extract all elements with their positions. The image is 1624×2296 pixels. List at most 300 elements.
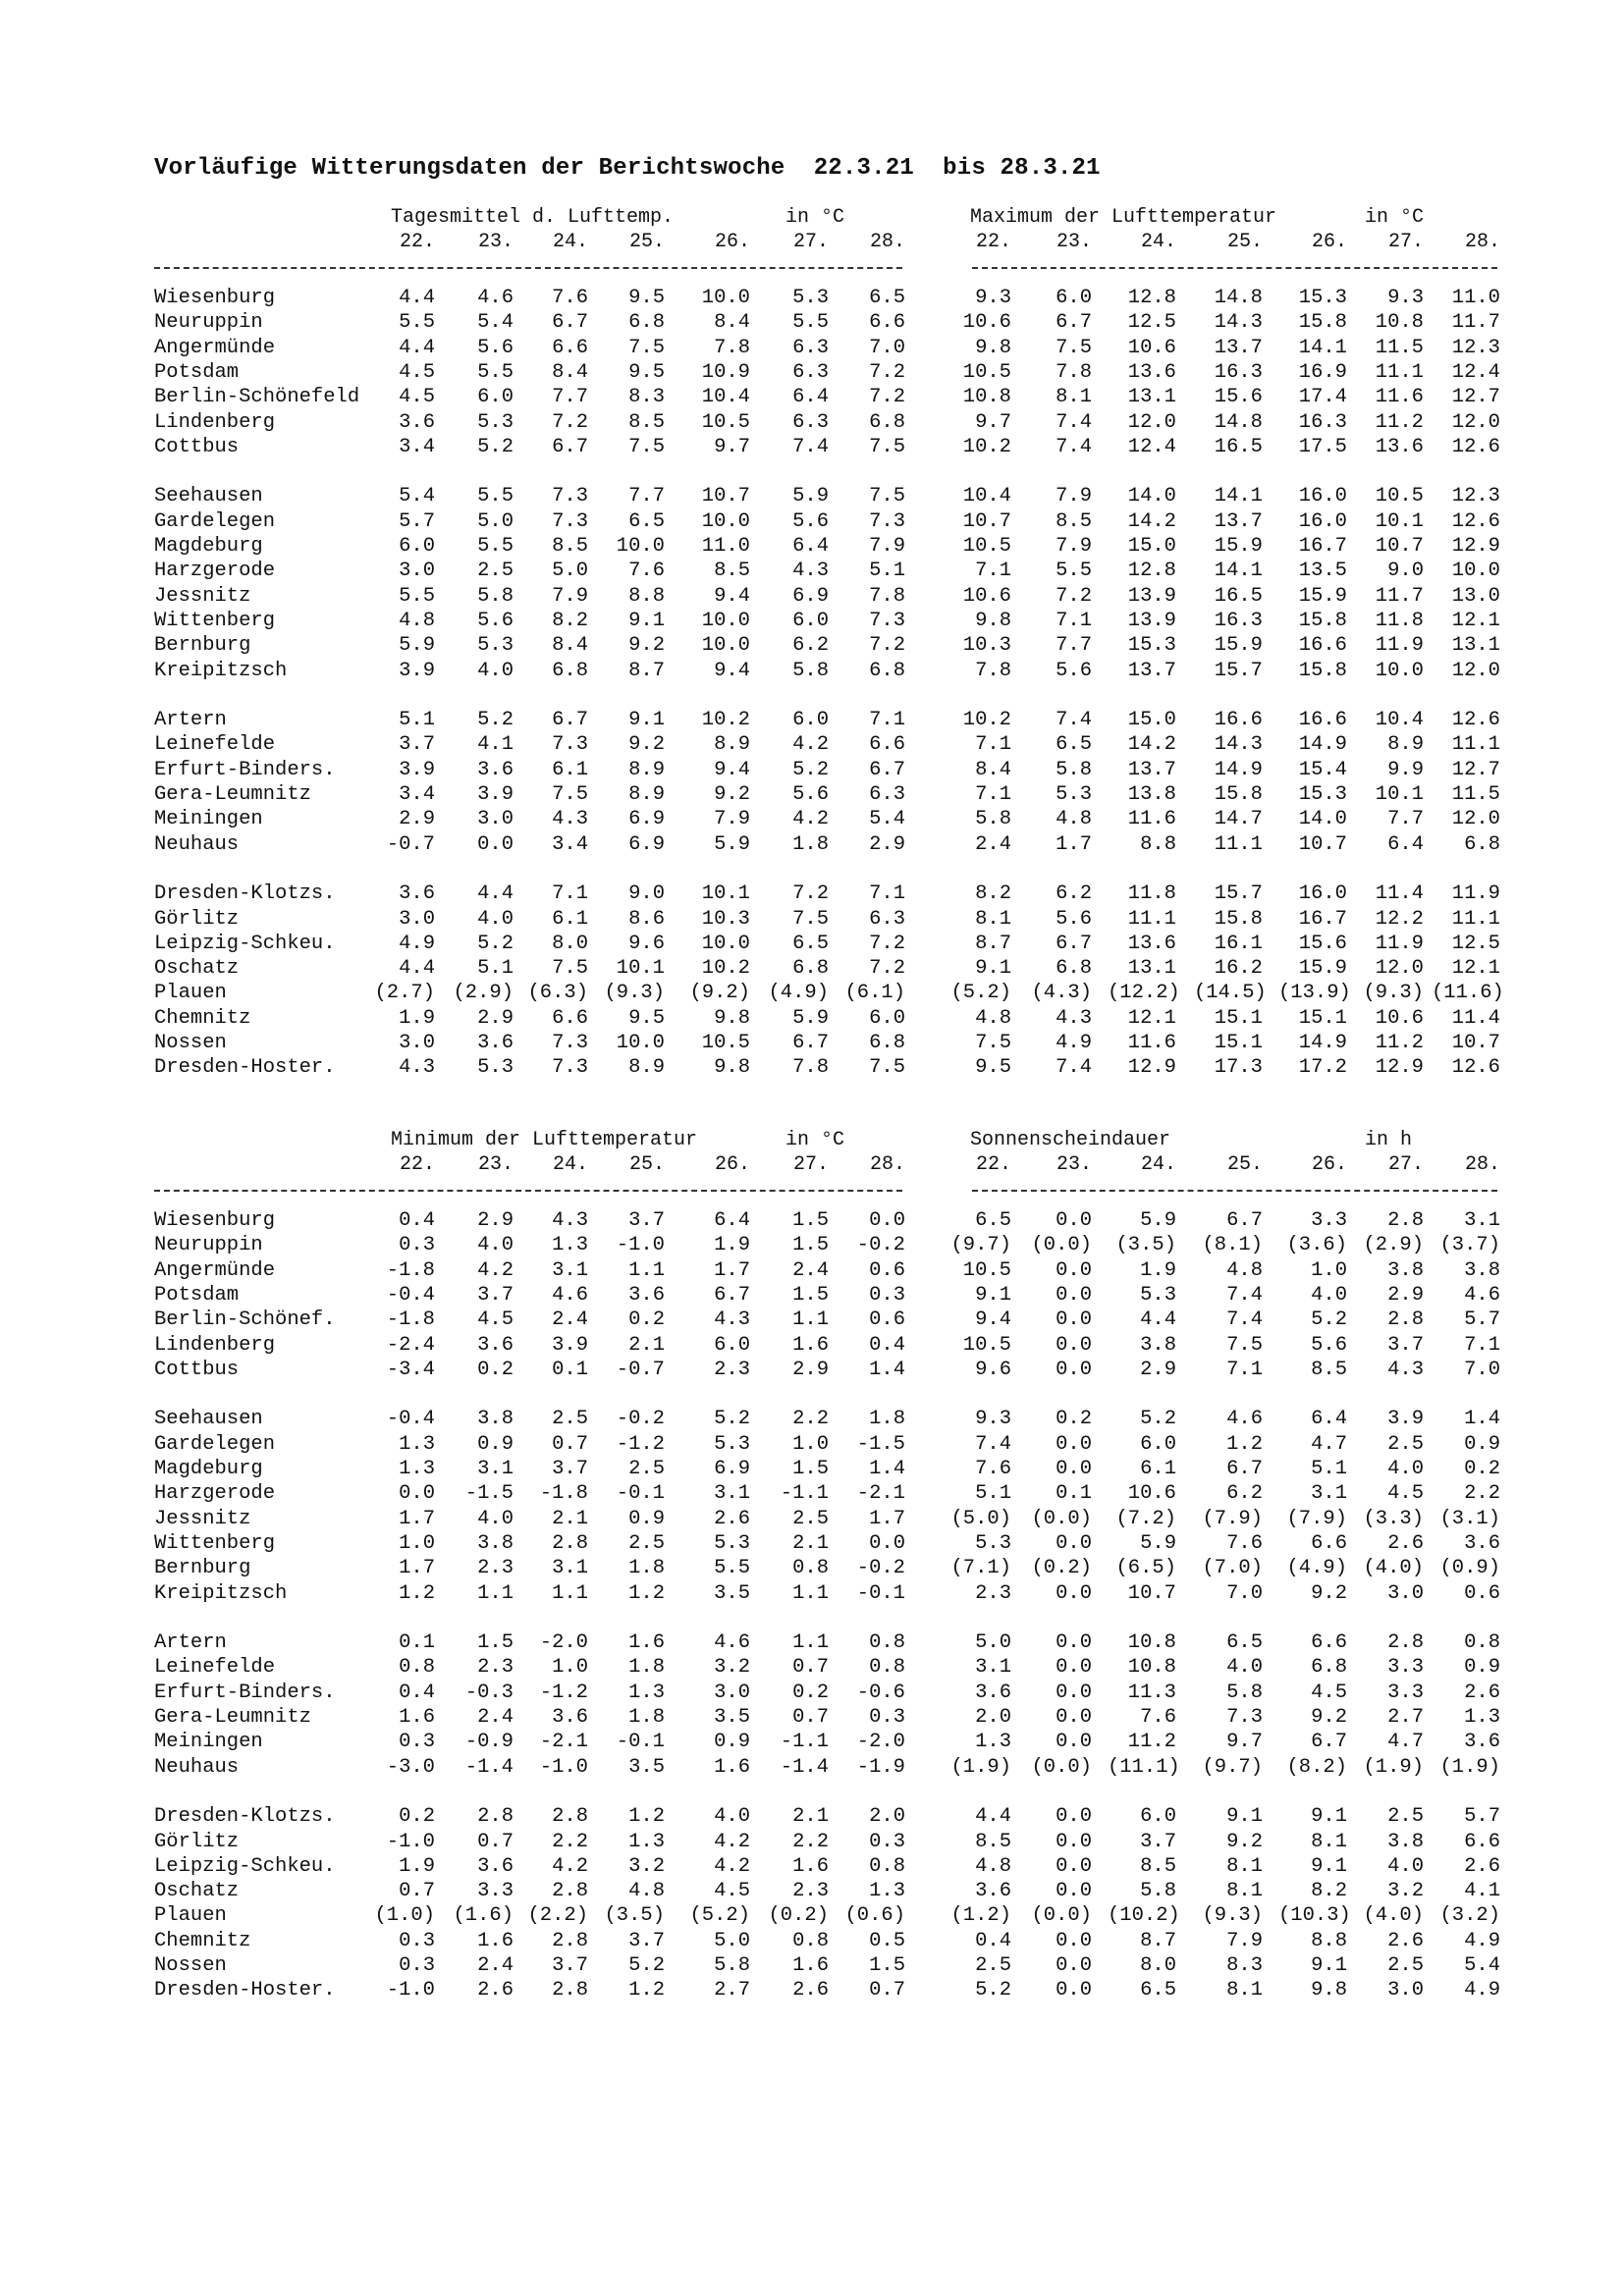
left-day-header: 25. (628, 231, 665, 253)
right-table-value: 8.8 (1311, 1929, 1347, 1952)
left-table-value: 3.7 (552, 1954, 588, 1977)
left-table-value: 1.6 (477, 1929, 514, 1952)
table-row (0, 1259, 1624, 1284)
right-table-value: 9.0 (1387, 560, 1424, 583)
left-table-value: 5.6 (477, 336, 514, 359)
left-table-value: 6.3 (792, 410, 829, 434)
left-table-value: 10.0 (616, 1032, 665, 1054)
right-table-separator (972, 267, 1497, 269)
right-table-value: 10.7 (962, 509, 1011, 533)
right-table-value: 15.3 (1127, 634, 1176, 658)
table-row (0, 361, 1624, 386)
right-table-value: 4.8 (975, 1854, 1011, 1878)
right-table-value: 5.0 (975, 1631, 1011, 1655)
right-table-value: 2.8 (1387, 1209, 1424, 1232)
left-table-value: 8.9 (628, 758, 665, 781)
right-table-value: 9.4 (975, 1308, 1011, 1332)
left-table-value: 3.0 (399, 1032, 435, 1054)
right-table-value: (0.0) (1031, 1234, 1092, 1257)
right-table-value: 2.0 (975, 1706, 1011, 1729)
right-table-value: 2.5 (975, 1954, 1011, 1977)
left-table-value: 2.9 (792, 1358, 829, 1381)
table-row (0, 833, 1624, 858)
right-day-header: 27. (1387, 1153, 1424, 1176)
left-table-value: (9.3) (604, 982, 665, 1005)
left-table-value: 6.7 (714, 1283, 750, 1307)
right-table-value: 8.1 (1226, 1854, 1263, 1878)
right-table-value: 10.5 (1375, 485, 1424, 508)
table-row (0, 1706, 1624, 1731)
table-row (0, 1831, 1624, 1855)
left-table-value: 8.4 (552, 634, 588, 658)
right-table-value: (5.0) (950, 1507, 1011, 1530)
left-day-header: 28. (869, 1153, 905, 1176)
right-table-value: 2.7 (1387, 1706, 1424, 1729)
right-table-value: 7.1 (975, 733, 1011, 757)
right-table-value: 8.4 (975, 758, 1011, 781)
right-table-value: 12.1 (1451, 957, 1500, 981)
right-table-value: (3.6) (1286, 1234, 1347, 1257)
right-table-value: 15.9 (1214, 634, 1263, 658)
right-day-header: 26. (1311, 231, 1347, 253)
right-table-value: 3.1 (1464, 1209, 1500, 1232)
left-table-value: 10.2 (701, 957, 750, 981)
right-table-value: 10.7 (1451, 1032, 1500, 1054)
left-table-value: 3.5 (628, 1755, 665, 1779)
left-table-value: 1.7 (869, 1507, 905, 1530)
page-title: Vorläufige Witterungsdaten der Berichtswoche 22.3.21 bis 28.3.21 (154, 155, 1101, 182)
left-table-value: 0.7 (792, 1656, 829, 1680)
left-table-value: 3.4 (399, 435, 435, 458)
right-table-value: 5.5 (1056, 560, 1092, 583)
station-name: Gardelegen (154, 509, 276, 533)
right-table-value: 0.2 (1056, 1408, 1092, 1431)
right-table-value: 7.1 (1464, 1333, 1500, 1357)
right-table-value: 4.7 (1387, 1731, 1424, 1754)
left-table-value: 2.4 (552, 1308, 588, 1332)
right-table-value: 5.6 (1311, 1333, 1347, 1357)
right-table-value: 0.0 (1056, 1283, 1092, 1307)
left-table-value: 1.1 (792, 1308, 829, 1332)
left-table-value: 1.7 (399, 1557, 435, 1580)
left-table-value: 7.2 (869, 957, 905, 981)
left-table-value: 0.9 (628, 1507, 665, 1530)
left-table-value: 5.4 (477, 311, 514, 335)
left-table-value: 5.1 (399, 709, 435, 732)
right-table-value: 11.7 (1451, 311, 1500, 335)
left-table-value: 8.9 (628, 1056, 665, 1080)
right-day-header: 25. (1226, 231, 1263, 253)
left-table-value: 1.6 (792, 1333, 829, 1357)
right-table-value: 5.6 (1056, 907, 1092, 931)
left-day-header: 26. (714, 231, 750, 253)
right-table-value: 2.2 (1464, 1482, 1500, 1506)
right-table-value: 11.4 (1451, 1006, 1500, 1030)
left-table-value: 8.0 (552, 932, 588, 955)
left-table-value: 7.6 (552, 287, 588, 309)
right-table-value: 4.5 (1311, 1681, 1347, 1704)
table-row (0, 485, 1624, 509)
right-table-value: 11.7 (1375, 584, 1424, 608)
left-table-value: 8.7 (628, 659, 665, 682)
left-table-value: 3.4 (399, 783, 435, 806)
left-table-value: 3.7 (477, 1283, 514, 1307)
left-table-value: 11.0 (701, 535, 750, 558)
right-table-value: 4.3 (1387, 1358, 1424, 1381)
left-table-title: Minimum der Lufttemperatur (391, 1129, 698, 1151)
left-table-value: 2.2 (792, 1408, 829, 1431)
left-table-value: 7.5 (552, 783, 588, 806)
station-name: Neuruppin (154, 1234, 263, 1257)
right-table-value: 2.6 (1387, 1531, 1424, 1555)
station-name: Chemnitz (154, 1929, 251, 1952)
left-table-value: 9.8 (714, 1006, 750, 1030)
right-table-value: 4.0 (1311, 1283, 1347, 1307)
left-table-value: 3.0 (399, 907, 435, 931)
right-table-value: (9.7) (1202, 1755, 1263, 1779)
left-table-value: 10.0 (616, 535, 665, 558)
right-table-value: 0.8 (1464, 1631, 1500, 1655)
right-table-value: 9.3 (1387, 287, 1424, 309)
station-name: Berlin-Schönefeld (154, 386, 360, 409)
left-table-value: -0.9 (464, 1731, 514, 1754)
left-table-value: 3.5 (714, 1581, 750, 1605)
right-table-value: 7.5 (1226, 1333, 1263, 1357)
right-table-value: 12.6 (1451, 1056, 1500, 1080)
left-table-value: -1.2 (539, 1681, 588, 1704)
station-name: Lindenberg (154, 1333, 276, 1357)
left-table-value: 1.8 (628, 1706, 665, 1729)
left-table-value: 3.8 (477, 1531, 514, 1555)
left-table-value: 7.5 (869, 435, 905, 458)
right-table-value: 15.1 (1298, 1006, 1347, 1030)
right-table-value: 9.1 (1311, 1954, 1347, 1977)
right-table-value: 13.9 (1127, 584, 1176, 608)
right-table-value: 12.0 (1375, 957, 1424, 981)
right-table-value: 7.2 (1056, 584, 1092, 608)
table-row (0, 882, 1624, 907)
station-name: Bernburg (154, 1557, 251, 1580)
left-table-value: 2.3 (792, 1880, 829, 1903)
right-table-value: 1.9 (1140, 1258, 1176, 1282)
left-table-separator (154, 1190, 902, 1192)
left-table-value: 9.5 (628, 360, 665, 384)
table-row (0, 1682, 1624, 1706)
left-day-header: 22. (399, 231, 435, 253)
left-table-value: (2.2) (527, 1904, 588, 1928)
table-row (0, 610, 1624, 634)
station-name: Leipzig-Schkeu. (154, 932, 336, 955)
table-row (0, 1334, 1624, 1359)
station-name: Wittenberg (154, 1531, 276, 1555)
right-table-value: 7.9 (1056, 535, 1092, 558)
right-table-value: (7.1) (950, 1557, 1011, 1580)
station-name: Jessnitz (154, 1507, 251, 1530)
left-table-value: -1.1 (780, 1731, 829, 1754)
right-table-value: 10.4 (962, 485, 1011, 508)
left-table-value: 0.9 (714, 1731, 750, 1754)
right-table-value: 11.1 (1214, 832, 1263, 856)
left-table-value: (2.9) (453, 982, 514, 1005)
right-table-value: 15.4 (1298, 758, 1347, 781)
right-table-value: 8.3 (1226, 1954, 1263, 1977)
right-table-value: 11.2 (1375, 1032, 1424, 1054)
right-table-value: 5.2 (1140, 1408, 1176, 1431)
left-table-unit: in °C (785, 206, 845, 229)
right-table-value: 16.6 (1298, 634, 1347, 658)
left-table-value: 7.3 (552, 509, 588, 533)
left-table-value: 6.9 (628, 832, 665, 856)
left-table-value: 6.3 (869, 783, 905, 806)
left-day-header: 23. (477, 231, 514, 253)
right-day-header: 23. (1056, 1153, 1092, 1176)
right-table-value: 13.7 (1214, 509, 1263, 533)
table-row (0, 1855, 1624, 1880)
right-table-value: 11.1 (1451, 907, 1500, 931)
left-table-value: 6.5 (869, 287, 905, 309)
right-table-value: 10.8 (1127, 1656, 1176, 1680)
left-table-value: (1.0) (374, 1904, 435, 1928)
right-day-header: 22. (975, 231, 1011, 253)
right-table-value: 14.7 (1214, 808, 1263, 831)
left-table-value: 6.8 (792, 957, 829, 981)
right-table-value: 14.9 (1298, 1032, 1347, 1054)
left-table-value: 10.3 (701, 907, 750, 931)
left-table-value: 0.8 (399, 1656, 435, 1680)
left-table-value: 7.3 (869, 509, 905, 533)
right-table-value: 9.1 (975, 957, 1011, 981)
table-row (0, 1756, 1624, 1781)
left-table-value: 2.5 (477, 560, 514, 583)
right-table-value: 7.7 (1387, 808, 1424, 831)
left-table-value: 6.0 (477, 386, 514, 409)
right-table-value: 8.8 (1140, 832, 1176, 856)
right-table-value: 8.1 (1226, 1979, 1263, 2002)
left-table-value: 7.3 (552, 1056, 588, 1080)
left-table-value: 4.3 (552, 808, 588, 831)
left-table-value: 8.5 (714, 560, 750, 583)
right-table-value: 4.4 (1140, 1308, 1176, 1332)
left-table-value: 4.6 (477, 287, 514, 309)
left-table-value: 10.4 (701, 386, 750, 409)
left-table-value: 7.7 (628, 485, 665, 508)
left-table-value: 5.2 (477, 709, 514, 732)
station-name: Oschatz (154, 957, 240, 981)
left-table-value: 10.9 (701, 360, 750, 384)
right-table-value: 7.4 (1056, 709, 1092, 732)
table-row (0, 1209, 1624, 1234)
station-name: Gardelegen (154, 1432, 276, 1456)
right-table-value: 11.8 (1127, 882, 1176, 906)
left-table-unit: in °C (785, 1129, 845, 1151)
table-row (0, 1631, 1624, 1656)
left-table-value: 4.1 (477, 733, 514, 757)
right-table-value: 2.4 (975, 832, 1011, 856)
right-table-value: 12.1 (1127, 1006, 1176, 1030)
right-table-value: 14.0 (1127, 485, 1176, 508)
right-table-value: 5.3 (975, 1531, 1011, 1555)
left-table-value: 6.4 (792, 535, 829, 558)
right-table-value: 7.5 (975, 1032, 1011, 1054)
left-table-value: 2.8 (552, 1805, 588, 1829)
left-table-value: 7.1 (552, 882, 588, 906)
left-table-value: 0.1 (552, 1358, 588, 1381)
left-table-value: 6.7 (792, 1032, 829, 1054)
station-name: Jessnitz (154, 584, 251, 608)
left-table-value: 4.4 (399, 336, 435, 359)
right-table-value: 11.8 (1375, 609, 1424, 632)
right-table-value: 4.0 (1387, 1854, 1424, 1878)
right-day-header: 27. (1387, 231, 1424, 253)
right-table-value: 7.8 (975, 659, 1011, 682)
right-table-value: 6.7 (1311, 1731, 1347, 1754)
right-table-value: 2.9 (1387, 1283, 1424, 1307)
right-table-value: (13.9) (1278, 982, 1351, 1005)
right-table-value: 8.2 (975, 882, 1011, 906)
left-table-value: 3.6 (552, 1706, 588, 1729)
table-row (0, 759, 1624, 783)
right-table-value: 13.8 (1127, 783, 1176, 806)
right-table-value: 7.6 (975, 1458, 1011, 1480)
left-table-value: 3.6 (628, 1283, 665, 1307)
left-table-value: 5.3 (477, 410, 514, 434)
left-table-value: 7.6 (628, 560, 665, 583)
left-table-value: 2.4 (477, 1954, 514, 1977)
left-table-value: 0.7 (869, 1979, 905, 2002)
table-row (0, 436, 1624, 460)
left-table-value: 9.4 (714, 584, 750, 608)
table-row (0, 1508, 1624, 1532)
left-table-value: -0.7 (386, 832, 435, 856)
table-row (0, 560, 1624, 584)
right-table-value: 16.6 (1298, 709, 1347, 732)
left-table-value: -3.4 (386, 1358, 435, 1381)
right-table-value: 0.1 (1056, 1482, 1092, 1506)
left-table-value: 0.3 (399, 1731, 435, 1754)
station-name: Wittenberg (154, 609, 276, 632)
right-table-value: 10.6 (1127, 336, 1176, 359)
left-table-value: -1.8 (386, 1308, 435, 1332)
right-table-value: 6.6 (1464, 1830, 1500, 1853)
right-table-value: 10.0 (1451, 560, 1500, 583)
right-table-value: 15.7 (1214, 882, 1263, 906)
right-day-header: 26. (1311, 1153, 1347, 1176)
left-table-value: 2.8 (552, 1880, 588, 1903)
left-table-value: 7.2 (869, 360, 905, 384)
left-table-value: 5.3 (477, 1056, 514, 1080)
left-table-value: (2.7) (374, 982, 435, 1005)
right-table-value: (0.9) (1439, 1557, 1500, 1580)
left-table-value: 4.5 (477, 1308, 514, 1332)
right-table-value: 6.0 (1056, 287, 1092, 309)
table-row (0, 908, 1624, 933)
left-table-value: 9.5 (628, 1006, 665, 1030)
left-table-value: 8.9 (714, 733, 750, 757)
left-table-value: 6.1 (552, 758, 588, 781)
left-table-value: 0.3 (869, 1283, 905, 1307)
right-table-value: 0.0 (1056, 1358, 1092, 1381)
station-name: Kreipitzsch (154, 659, 288, 682)
left-table-value: 3.1 (714, 1482, 750, 1506)
left-table-value: 1.3 (399, 1432, 435, 1456)
left-table-value: 1.9 (399, 1854, 435, 1878)
right-table-value: 15.8 (1298, 609, 1347, 632)
station-name: Seehausen (154, 485, 263, 508)
table-row (0, 1284, 1624, 1308)
station-name: Bernburg (154, 634, 251, 658)
left-table-value: 3.6 (399, 410, 435, 434)
right-table-value: 4.8 (1056, 808, 1092, 831)
left-table-value: 6.0 (869, 1006, 905, 1030)
table-row (0, 1482, 1624, 1507)
right-table-value: 3.6 (1464, 1531, 1500, 1555)
right-table-value: 2.9 (1140, 1358, 1176, 1381)
left-table-value: 6.0 (792, 609, 829, 632)
left-table-value: 4.4 (399, 957, 435, 981)
right-table-value: 7.4 (1226, 1283, 1263, 1307)
right-table-value: 3.3 (1311, 1209, 1347, 1232)
table-row (0, 1532, 1624, 1557)
station-name: Erfurt-Binders. (154, 1681, 336, 1704)
station-name: Neuruppin (154, 311, 263, 335)
table-row (0, 1954, 1624, 1979)
right-table-value: 11.6 (1375, 386, 1424, 409)
left-table-value: 2.4 (477, 1706, 514, 1729)
right-table-value: 7.4 (1056, 435, 1092, 458)
left-table-value: 4.6 (552, 1283, 588, 1307)
right-table-value: (3.1) (1439, 1507, 1500, 1530)
left-table-value: 0.8 (869, 1656, 905, 1680)
left-table-value: 3.0 (714, 1681, 750, 1704)
right-table-value: 1.4 (1464, 1408, 1500, 1431)
right-table-value: 12.7 (1451, 758, 1500, 781)
right-table-value: 6.8 (1311, 1656, 1347, 1680)
right-table-value: 12.2 (1375, 907, 1424, 931)
right-table-value: 5.1 (975, 1482, 1011, 1506)
right-table-value: 9.6 (975, 1358, 1011, 1381)
right-table-value: 1.0 (1311, 1258, 1347, 1282)
left-table-value: 3.6 (399, 882, 435, 906)
left-table-value: 4.4 (399, 287, 435, 309)
right-table-value: 0.0 (1056, 1432, 1092, 1456)
left-day-header: 22. (399, 1153, 435, 1176)
station-name: Erfurt-Binders. (154, 758, 336, 781)
table-row (0, 1979, 1624, 2003)
right-table-value: 15.8 (1214, 783, 1263, 806)
left-table-value: (1.6) (453, 1904, 514, 1928)
right-table-value: 11.2 (1375, 410, 1424, 434)
right-table-value: 8.5 (1311, 1358, 1347, 1381)
left-table-value: 7.2 (552, 410, 588, 434)
left-table-value: -1.4 (464, 1755, 514, 1779)
right-table-value: 9.3 (975, 287, 1011, 309)
left-table-value: 0.0 (869, 1209, 905, 1232)
left-day-header: 27. (792, 1153, 829, 1176)
table-row (0, 311, 1624, 336)
right-table-value: 14.0 (1298, 808, 1347, 831)
right-table-value: 15.7 (1214, 659, 1263, 682)
right-table-value: 0.0 (1056, 1681, 1092, 1704)
right-day-header: 22. (975, 1153, 1011, 1176)
left-table-value: 10.0 (701, 287, 750, 309)
right-table-value: 5.9 (1140, 1531, 1176, 1555)
left-table-value: -0.4 (386, 1283, 435, 1307)
left-table-value: 6.7 (552, 435, 588, 458)
left-table-value: 0.4 (399, 1209, 435, 1232)
right-table-value: 8.1 (1311, 1830, 1347, 1853)
right-table-value: 0.0 (1056, 1979, 1092, 2002)
station-name: Seehausen (154, 1408, 263, 1431)
